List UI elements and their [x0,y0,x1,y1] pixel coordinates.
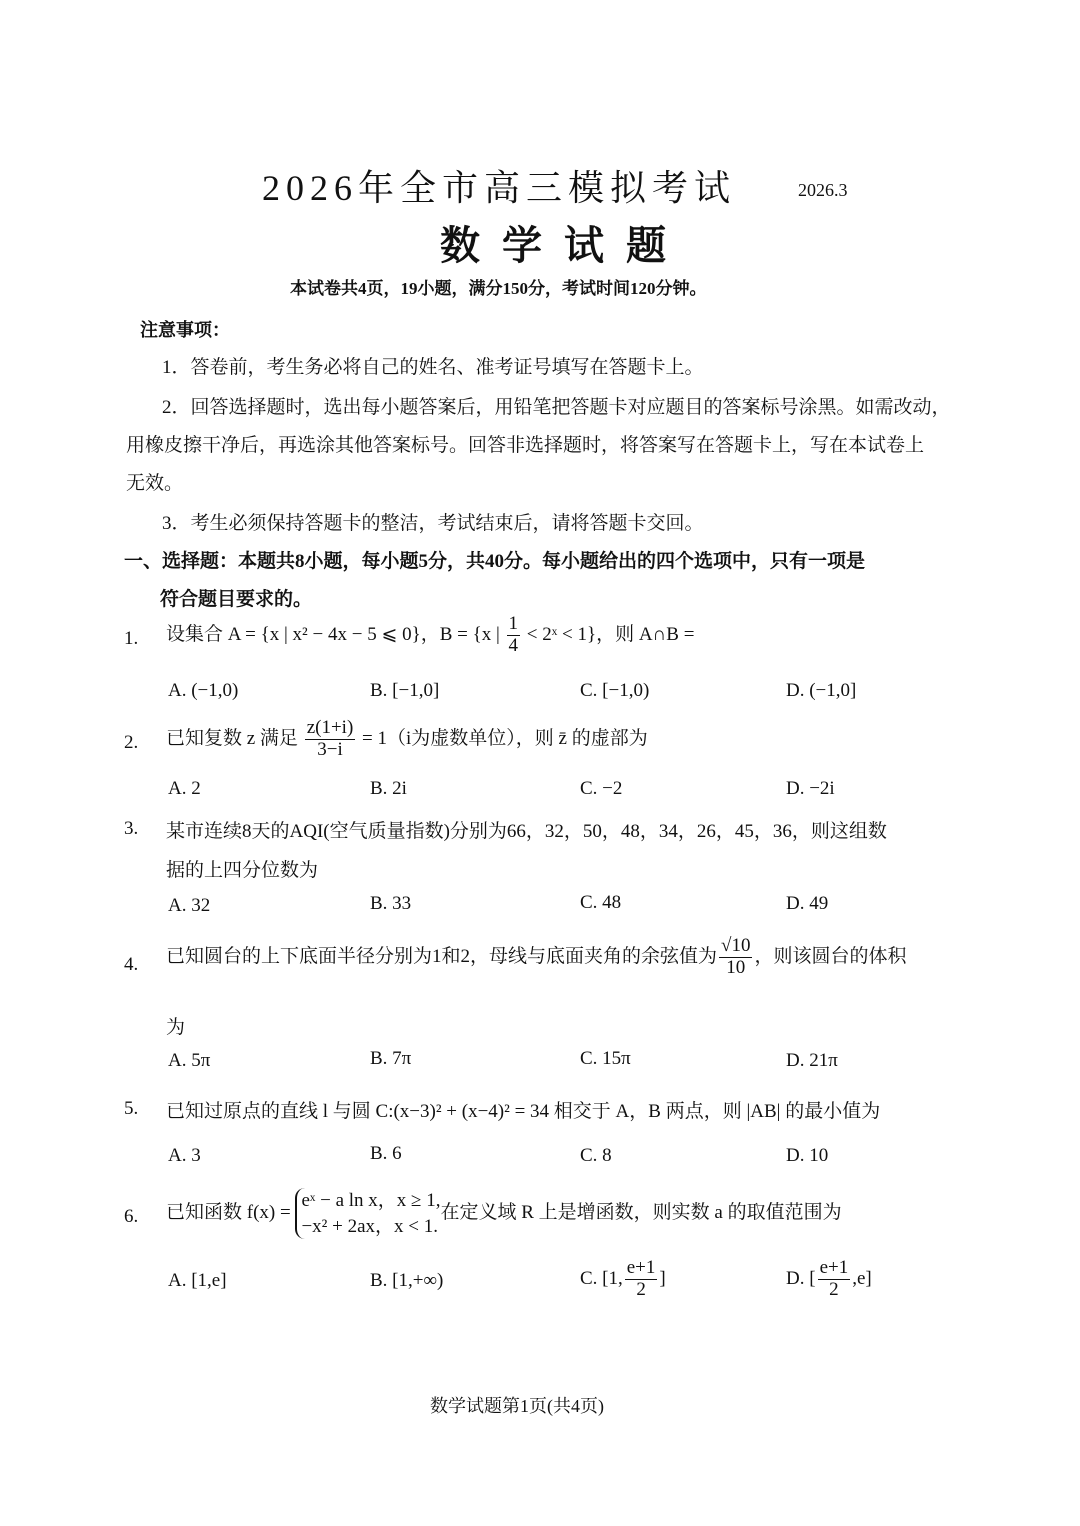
q4-fraction [719,936,752,979]
q2-option-a: A. 2 [168,778,201,799]
q2-option-b: B. 2i [370,778,407,799]
notes-heading: 注意事项： [140,320,230,340]
denominator: 2 [636,1278,646,1300]
q6-option-a: A. [1,e] [168,1270,227,1291]
q1-number: 1. [124,628,139,649]
note-2: 2．回答选择题时，选出每小题答案后，用铅笔把答题卡对应题目的答案标号涂黑。如需改动， [162,397,951,418]
q5-stem: 已知过原点的直线 l 与圆 C:(x−3)² + (x−4)² = 34 相交于 A，B 两点，则 |AB| 的最小值为 [166,1101,881,1122]
numerator: e+1 [819,1257,849,1278]
section-heading: 一、选择题：本题共8小题，每小题5分，共40分。每小题给出的四个选项中，只有一项是 [124,551,866,572]
q4-stem [166,936,906,979]
q6-option-c [580,1258,666,1301]
denominator: 2 [829,1278,839,1300]
q3-option-d: D. 49 [786,893,829,914]
q6-number: 6. [124,1206,139,1227]
q6-text: 已知函数 f(x) = [166,1202,296,1223]
q3-option-a: A. 32 [168,895,211,916]
q1-text-end: < 2ˣ < 1}，则 A∩B = [522,623,695,645]
denominator: 3−i [317,738,343,760]
q4-option-d: D. 21π [786,1050,838,1071]
q1-option-c: C. [−1,0) [580,680,650,701]
q3-stem: 某市连续8天的AQI(空气质量指数)分别为66，32，50，48，34，26，45，36，则这组数 [166,821,887,842]
q1-stem [166,614,694,657]
q2-option-d: D. −2i [786,778,835,799]
note-2-end: 无效。 [126,473,184,494]
exam-info: 本试卷共4页，19小题，满分150分，考试时间120分钟。 [290,279,707,298]
q1-option-a: A. (−1,0) [168,680,239,701]
q3-option-b: B. 33 [370,893,412,914]
case-2: −x² + 2ax，x < 1. [301,1215,438,1237]
piecewise-function [295,1188,440,1239]
q2-number: 2. [124,732,139,753]
section-heading-cont: 符合题目要求的。 [160,589,313,610]
option-fraction [818,1258,851,1301]
q1-option-d: D. (−1,0] [786,680,857,701]
option-text-end: ,e] [852,1267,872,1289]
exam-date: 2026.3 [798,180,848,200]
q4-text: 已知圆台的上下底面半径分别为1和2，母线与底面夹角的余弦值为 [166,945,718,967]
q5-option-b: B. 6 [370,1143,402,1164]
numerator: 1 [508,613,519,634]
denominator: 4 [508,634,519,656]
exam-title: 2026年全市高三模拟考试 [262,168,737,208]
q5-option-a: A. 3 [168,1145,201,1166]
note-3: 3．考生必须保持答题卡的整洁，考试结束后，请将答题卡交回。 [162,513,704,534]
note-1: 1．答卷前，考生务必将自己的姓名、准考证号填写在答题卡上。 [162,357,704,378]
numerator: √10 [721,935,751,956]
option-fraction [625,1258,658,1301]
q4-number: 4. [124,954,139,975]
q5-option-d: D. 10 [786,1145,829,1166]
q5-option-c: C. 8 [580,1145,612,1166]
page-footer: 数学试题第1页(共4页) [430,1396,604,1416]
q4-option-a: A. 5π [168,1050,211,1071]
q1-text: 设集合 A = {x | x² − 4x − 5 ⩽ 0}，B = {x | [166,623,505,645]
q6-stem [166,1188,842,1239]
q6-option-d [786,1258,872,1301]
q6-text-end: 在定义域 R 上是增函数，则实数 a 的取值范围为 [440,1202,842,1223]
option-text: C. [1, [580,1267,623,1289]
q4-option-c: C. 15π [580,1048,631,1069]
option-text: D. [ [786,1267,816,1289]
q3-stem-cont: 据的上四分位数为 [166,860,319,881]
q4-option-b: B. 7π [370,1048,412,1069]
q6-option-b: B. [1,+∞) [370,1270,444,1291]
q2-text: 已知复数 z 满足 [166,727,303,749]
q4-stem-cont: 为 [166,1017,186,1038]
q3-number: 3. [124,818,139,839]
denominator: 10 [726,956,746,978]
option-text-end: ] [659,1267,666,1289]
q2-stem [166,718,648,761]
note-2-cont: 用橡皮擦干净后，再选涂其他答案标号。回答非选择题时，将答案写在答题卡上，写在本试卷上 [126,435,925,456]
subject-title: 数学试题 [440,223,688,268]
q4-text-end: ，则该圆台的体积 [754,945,907,967]
q1-option-b: B. [−1,0] [370,680,440,701]
numerator: z(1+i) [306,717,354,738]
q2-option-c: C. −2 [580,778,623,799]
case-1: eˣ − a ln x，x ≥ 1, [301,1190,441,1211]
q5-number: 5. [124,1098,139,1119]
q3-option-c: C. 48 [580,892,622,913]
q2-fraction [305,718,356,761]
q1-fraction [507,614,521,657]
q2-text-end: = 1（i为虚数单位），则 z̄ 的虚部为 [357,727,648,749]
numerator: e+1 [626,1257,656,1278]
